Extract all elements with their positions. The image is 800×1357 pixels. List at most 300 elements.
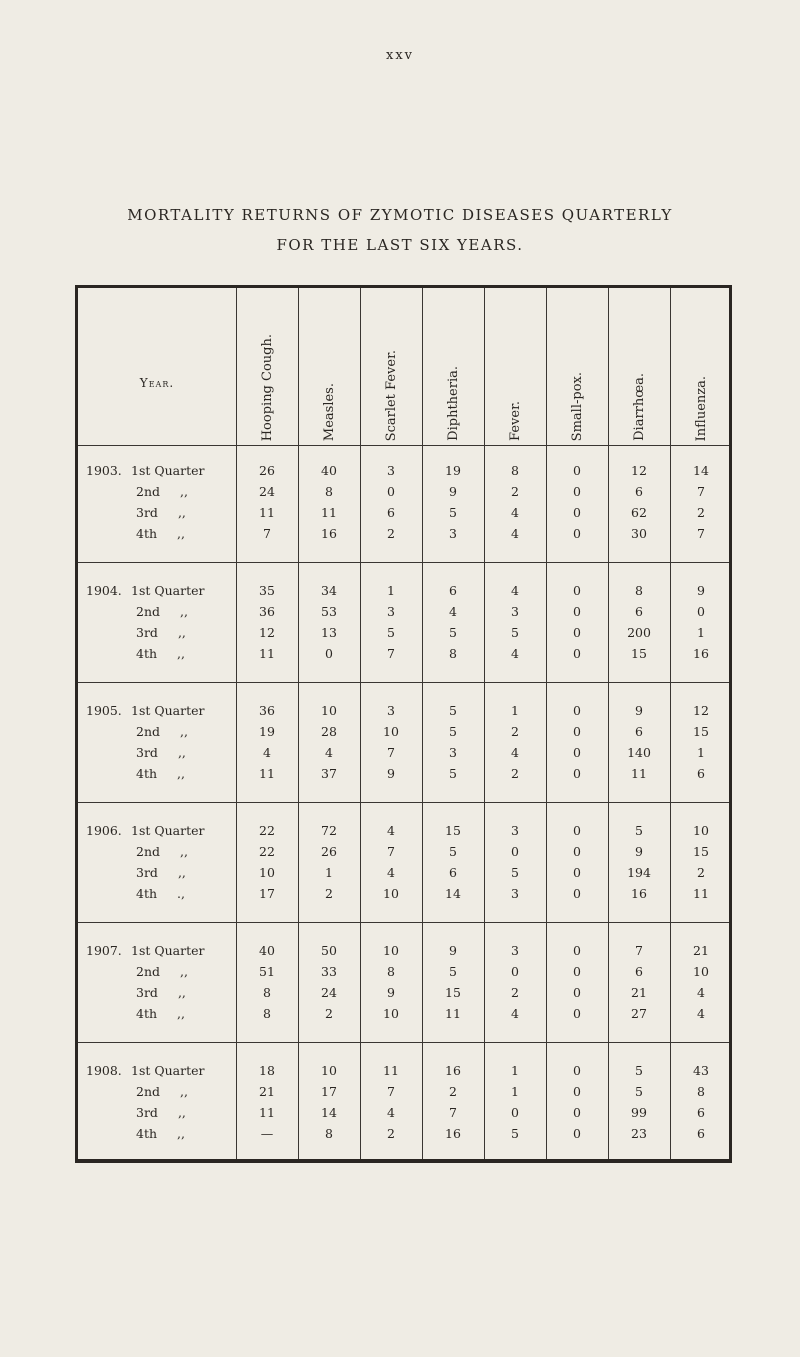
ditto-mark: ,, — [177, 1126, 185, 1141]
table-cell: 13 — [321, 625, 337, 640]
table-cell: 53 — [321, 604, 337, 619]
table-cell: 2 — [511, 766, 519, 781]
table-cell: 19 — [259, 724, 275, 739]
row-label — [136, 886, 185, 901]
table-cell: 7 — [697, 526, 705, 541]
table-cell: 0 — [573, 1105, 581, 1120]
year-label: 1907. — [86, 943, 122, 958]
table-cell: 21 — [631, 985, 647, 1000]
table-cell: 1 — [511, 1084, 519, 1099]
table-cell: 0 — [573, 703, 581, 718]
table-cell: 4 — [449, 604, 457, 619]
table-cell: 7 — [449, 1105, 457, 1120]
table-cell: 18 — [259, 1063, 275, 1078]
quarter-label: 3rd — [136, 505, 158, 520]
table-cell: 14 — [321, 1105, 337, 1120]
year-label: 1908. — [86, 1063, 122, 1078]
ditto-mark: ,, — [180, 484, 188, 499]
table-cell: 0 — [511, 1105, 519, 1120]
quarter-label: 2nd — [136, 604, 161, 619]
table-cell: 140 — [627, 745, 651, 760]
table-cell: 7 — [263, 526, 271, 541]
table-cell: 10 — [693, 964, 709, 979]
table-cell: 14 — [445, 886, 461, 901]
column-header-label: Measles. — [321, 382, 337, 441]
table-row — [78, 844, 729, 864]
quarter-label: 4th — [136, 1126, 158, 1141]
table-cell: 4 — [387, 1105, 395, 1120]
table-cell: 5 — [449, 766, 457, 781]
table-cell: 35 — [259, 583, 275, 598]
table-cell: 15 — [693, 844, 709, 859]
table-cell: 43 — [693, 1063, 709, 1078]
quarter-label: 3rd — [136, 625, 158, 640]
table-cell: 16 — [445, 1126, 461, 1141]
table-row — [78, 484, 729, 504]
table-row — [78, 823, 729, 843]
table-cell: 9 — [635, 844, 643, 859]
table-cell: 16 — [321, 526, 337, 541]
group-rule — [78, 682, 729, 683]
table-cell: 3 — [387, 604, 395, 619]
quarter-label: 4th — [136, 886, 158, 901]
table-cell: 0 — [573, 484, 581, 499]
table-cell: 10 — [693, 823, 709, 838]
table-cell: 10 — [383, 724, 399, 739]
table-row — [78, 1006, 729, 1026]
table-cell: 6 — [449, 865, 457, 880]
table-cell: 4 — [263, 745, 271, 760]
table-cell: 6 — [697, 1105, 705, 1120]
ditto-mark: ,, — [177, 526, 185, 541]
group-rule — [78, 922, 729, 923]
table-cell: 4 — [511, 1006, 519, 1021]
table-cell: 34 — [321, 583, 337, 598]
table-cell: 6 — [449, 583, 457, 598]
table-cell: 9 — [635, 703, 643, 718]
row-label — [136, 1105, 186, 1120]
table-cell: 15 — [445, 823, 461, 838]
table-cell: 40 — [259, 943, 275, 958]
table-row — [78, 943, 729, 963]
table-cell: 30 — [631, 526, 647, 541]
table-cell: 10 — [383, 943, 399, 958]
table-cell: 3 — [449, 526, 457, 541]
column-header — [422, 296, 484, 441]
ditto-mark: ,, — [177, 985, 186, 1000]
table-cell: 6 — [387, 505, 395, 520]
table-cell: 15 — [631, 646, 647, 661]
table-cell: 10 — [259, 865, 275, 880]
table-cell: 0 — [511, 964, 519, 979]
page-number: xxv — [385, 48, 414, 63]
table-cell: 16 — [631, 886, 647, 901]
row-label — [136, 646, 185, 661]
row-label — [86, 823, 205, 838]
table-cell: 8 — [263, 1006, 271, 1021]
table-cell: 0 — [573, 1006, 581, 1021]
table-cell: 4 — [697, 1006, 705, 1021]
table-cell: 0 — [573, 1126, 581, 1141]
table-cell: 10 — [383, 1006, 399, 1021]
table-cell: 11 — [383, 1063, 399, 1078]
table-cell: 5 — [449, 964, 457, 979]
table-cell: 1 — [511, 703, 519, 718]
quarter-label: 4th — [136, 646, 158, 661]
table-cell: 2 — [697, 505, 705, 520]
table-cell: 9 — [387, 985, 395, 1000]
table-cell: 4 — [511, 526, 519, 541]
table-cell: 19 — [445, 463, 461, 478]
table-row — [78, 505, 729, 525]
ditto-mark: ,, — [177, 505, 186, 520]
table-cell: 1 — [511, 1063, 519, 1078]
table-cell: 3 — [387, 703, 395, 718]
quarter-label: 4th — [136, 766, 158, 781]
table-cell: 0 — [697, 604, 705, 619]
table-cell: 36 — [259, 703, 275, 718]
table-cell: 6 — [635, 964, 643, 979]
quarter-label: 2nd — [136, 844, 161, 859]
row-label — [136, 766, 185, 781]
table-cell: 6 — [635, 604, 643, 619]
table-cell: — — [260, 1126, 274, 1141]
column-header — [236, 296, 298, 441]
table-cell: 5 — [449, 625, 457, 640]
ditto-mark: ,, — [180, 964, 188, 979]
ditto-mark: ,, — [177, 1105, 186, 1120]
table-cell: 16 — [693, 646, 709, 661]
table-cell: 5 — [511, 625, 519, 640]
table-cell: 17 — [259, 886, 275, 901]
year-label: 1906. — [86, 823, 122, 838]
column-header-label: Fever. — [507, 401, 523, 441]
quarter-label: 1st Quarter — [131, 823, 205, 838]
table-cell: 3 — [449, 745, 457, 760]
table-cell: 8 — [263, 985, 271, 1000]
quarter-label: 1st Quarter — [131, 583, 205, 598]
row-label — [136, 1084, 188, 1099]
table-cell: 11 — [259, 646, 275, 661]
table-cell: 4 — [697, 985, 705, 1000]
table-cell: 4 — [511, 505, 519, 520]
table-cell: 37 — [321, 766, 337, 781]
table-row — [78, 985, 729, 1005]
row-label — [136, 604, 188, 619]
table-cell: 8 — [325, 1126, 333, 1141]
table-cell: 0 — [573, 1063, 581, 1078]
table-cell: 9 — [387, 766, 395, 781]
year-label: 1903. — [86, 463, 122, 478]
table-cell: 50 — [321, 943, 337, 958]
table-cell: 5 — [449, 703, 457, 718]
row-label — [136, 985, 186, 1000]
table-cell: 1 — [697, 745, 705, 760]
table-cell: 10 — [321, 1063, 337, 1078]
row-label — [136, 724, 188, 739]
table-cell: 7 — [635, 943, 643, 958]
table-cell: 200 — [627, 625, 651, 640]
year-label: 1905. — [86, 703, 122, 718]
table-cell: 4 — [511, 745, 519, 760]
quarter-label: 1st Quarter — [131, 703, 205, 718]
table-cell: 51 — [259, 964, 275, 979]
table-cell: 2 — [387, 1126, 395, 1141]
table-cell: 0 — [573, 583, 581, 598]
table-cell: 11 — [259, 505, 275, 520]
quarter-label: 3rd — [136, 1105, 158, 1120]
quarter-label: 2nd — [136, 484, 161, 499]
table-cell: 0 — [573, 865, 581, 880]
table-cell: 22 — [259, 844, 275, 859]
page-subtitle: FOR THE LAST SIX YEARS. — [276, 236, 524, 254]
row-label — [86, 463, 205, 478]
quarter-label: 2nd — [136, 724, 161, 739]
table-cell: 0 — [573, 823, 581, 838]
table-row — [78, 964, 729, 984]
table-cell: 3 — [511, 823, 519, 838]
table-cell: 5 — [449, 505, 457, 520]
quarter-label: 3rd — [136, 865, 158, 880]
table-cell: 28 — [321, 724, 337, 739]
table-cell: 7 — [387, 844, 395, 859]
table-cell: 0 — [573, 943, 581, 958]
row-label — [86, 583, 205, 598]
table-cell: 0 — [511, 844, 519, 859]
table-cell: 7 — [697, 484, 705, 499]
table-cell: 0 — [573, 886, 581, 901]
table-cell: 99 — [631, 1105, 647, 1120]
group-rule — [78, 802, 729, 803]
table-cell: 12 — [631, 463, 647, 478]
table-cell: 22 — [259, 823, 275, 838]
row-label — [136, 625, 186, 640]
column-header-label: Hooping Cough. — [259, 333, 275, 441]
table-cell: 3 — [511, 886, 519, 901]
table-row — [78, 1126, 729, 1146]
table-row — [78, 766, 729, 786]
table-cell: 8 — [511, 463, 519, 478]
ditto-mark: ,, — [180, 724, 188, 739]
table-cell: 8 — [387, 964, 395, 979]
table-cell: 0 — [573, 724, 581, 739]
table-cell: 5 — [635, 823, 643, 838]
header-rule — [78, 445, 729, 446]
table-cell: 12 — [693, 703, 709, 718]
table-cell: 8 — [449, 646, 457, 661]
table-cell: 6 — [635, 724, 643, 739]
row-label — [86, 703, 205, 718]
table-cell: 5 — [511, 1126, 519, 1141]
table-cell: 4 — [387, 823, 395, 838]
table-cell: 0 — [573, 964, 581, 979]
table-cell: 21 — [693, 943, 709, 958]
table-cell: 3 — [387, 463, 395, 478]
table-cell: 4 — [325, 745, 333, 760]
table-cell: 10 — [321, 703, 337, 718]
quarter-label: 1st Quarter — [131, 463, 205, 478]
table-cell: 9 — [449, 484, 457, 499]
quarter-label: 3rd — [136, 985, 158, 1000]
table-cell: 5 — [449, 844, 457, 859]
table-cell: 5 — [511, 865, 519, 880]
quarter-label: 4th — [136, 526, 158, 541]
table-cell: 0 — [573, 766, 581, 781]
table-row — [78, 865, 729, 885]
table-cell: 8 — [635, 583, 643, 598]
ditto-mark: ,, — [177, 865, 186, 880]
table-cell: 11 — [445, 1006, 461, 1021]
table-cell: 15 — [445, 985, 461, 1000]
column-header-label: Scarlet Fever. — [383, 349, 399, 441]
ditto-mark: ,, — [177, 625, 186, 640]
table-cell: 6 — [635, 484, 643, 499]
table-row — [78, 1105, 729, 1125]
table-cell: 26 — [259, 463, 275, 478]
quarter-label: 1st Quarter — [131, 1063, 205, 1078]
ditto-mark: ,, — [177, 766, 185, 781]
column-header — [608, 296, 670, 441]
group-rule — [78, 562, 729, 563]
table-cell: 11 — [321, 505, 337, 520]
table-cell: 6 — [697, 766, 705, 781]
table-cell: 2 — [511, 724, 519, 739]
table-cell: 4 — [387, 865, 395, 880]
page-title: MORTALITY RETURNS OF ZYMOTIC DISEASES QUARTERLY — [127, 206, 673, 224]
table-row — [78, 526, 729, 546]
table-cell: 36 — [259, 604, 275, 619]
table-cell: 5 — [635, 1084, 643, 1099]
table-cell: 11 — [259, 1105, 275, 1120]
table-cell: 0 — [573, 463, 581, 478]
ditto-mark: ,, — [180, 604, 188, 619]
column-header — [298, 296, 360, 441]
table-cell: 10 — [383, 886, 399, 901]
quarter-label: 3rd — [136, 745, 158, 760]
table-row — [78, 886, 729, 906]
row-label — [86, 943, 205, 958]
table-cell: 17 — [321, 1084, 337, 1099]
quarter-label: 2nd — [136, 964, 161, 979]
table-cell: 3 — [511, 604, 519, 619]
table-cell: 27 — [631, 1006, 647, 1021]
table-cell: 0 — [325, 646, 333, 661]
table-cell: 1 — [325, 865, 333, 880]
quarter-label: 1st Quarter — [131, 943, 205, 958]
row-label — [86, 1063, 205, 1078]
table-cell: 2 — [511, 985, 519, 1000]
row-label — [136, 844, 188, 859]
table-cell: 0 — [387, 484, 395, 499]
table-cell: 40 — [321, 463, 337, 478]
table-cell: 0 — [573, 505, 581, 520]
table-cell: 72 — [321, 823, 337, 838]
table-cell: 4 — [511, 583, 519, 598]
group-rule — [78, 1042, 729, 1043]
table-row — [78, 625, 729, 645]
table-cell: 26 — [321, 844, 337, 859]
table-cell: 21 — [259, 1084, 275, 1099]
row-label — [136, 484, 188, 499]
row-label — [136, 505, 186, 520]
table-cell: 24 — [321, 985, 337, 1000]
column-header-label: Influenza. — [693, 375, 709, 441]
table-cell: 33 — [321, 964, 337, 979]
row-label — [136, 964, 188, 979]
ditto-mark: ., — [177, 886, 185, 901]
table-row — [78, 703, 729, 723]
year-label: 1904. — [86, 583, 122, 598]
column-header-label: Diphtheria. — [445, 366, 461, 441]
table-cell: 1 — [697, 625, 705, 640]
row-label — [136, 1006, 185, 1021]
table-cell: 15 — [693, 724, 709, 739]
table-cell: 2 — [325, 1006, 333, 1021]
table-cell: 24 — [259, 484, 275, 499]
table-cell: 14 — [693, 463, 709, 478]
table-cell: 0 — [573, 625, 581, 640]
table-row — [78, 1063, 729, 1083]
ditto-mark: ,, — [177, 1006, 185, 1021]
table-cell: 3 — [511, 943, 519, 958]
table-cell: 9 — [449, 943, 457, 958]
ditto-mark: ,, — [177, 646, 185, 661]
row-label — [136, 1126, 185, 1141]
table-cell: 0 — [573, 604, 581, 619]
row-label — [136, 526, 185, 541]
table-cell: 0 — [573, 646, 581, 661]
quarter-label: 2nd — [136, 1084, 161, 1099]
table-cell: 5 — [387, 625, 395, 640]
table-cell: 0 — [573, 844, 581, 859]
mortality-table — [75, 285, 732, 1163]
table-cell: 0 — [573, 526, 581, 541]
table-cell: 62 — [631, 505, 647, 520]
quarter-label: 4th — [136, 1006, 158, 1021]
table-cell: 194 — [627, 865, 651, 880]
table-row — [78, 646, 729, 666]
table-cell: 5 — [449, 724, 457, 739]
column-header-label: Small-pox. — [569, 371, 585, 441]
row-label — [136, 745, 186, 760]
table-cell: 0 — [573, 1084, 581, 1099]
table-row — [78, 604, 729, 624]
ditto-mark: ,, — [180, 1084, 188, 1099]
column-header — [546, 296, 608, 441]
table-row — [78, 724, 729, 744]
table-cell: 16 — [445, 1063, 461, 1078]
table-cell: 2 — [325, 886, 333, 901]
column-header — [670, 296, 732, 441]
table-cell: 7 — [387, 1084, 395, 1099]
table-cell: 0 — [573, 745, 581, 760]
table-cell: 2 — [697, 865, 705, 880]
table-cell: 5 — [635, 1063, 643, 1078]
column-header — [360, 296, 422, 441]
table-cell: 23 — [631, 1126, 647, 1141]
table-cell: 8 — [697, 1084, 705, 1099]
table-row — [78, 463, 729, 483]
ditto-mark: ,, — [180, 844, 188, 859]
table-cell: 4 — [511, 646, 519, 661]
table-cell: 11 — [693, 886, 709, 901]
table-cell: 7 — [387, 745, 395, 760]
table-row — [78, 583, 729, 603]
table-cell: 7 — [387, 646, 395, 661]
table-cell: 9 — [697, 583, 705, 598]
table-cell: 12 — [259, 625, 275, 640]
year-column-header: Year. — [139, 376, 175, 390]
